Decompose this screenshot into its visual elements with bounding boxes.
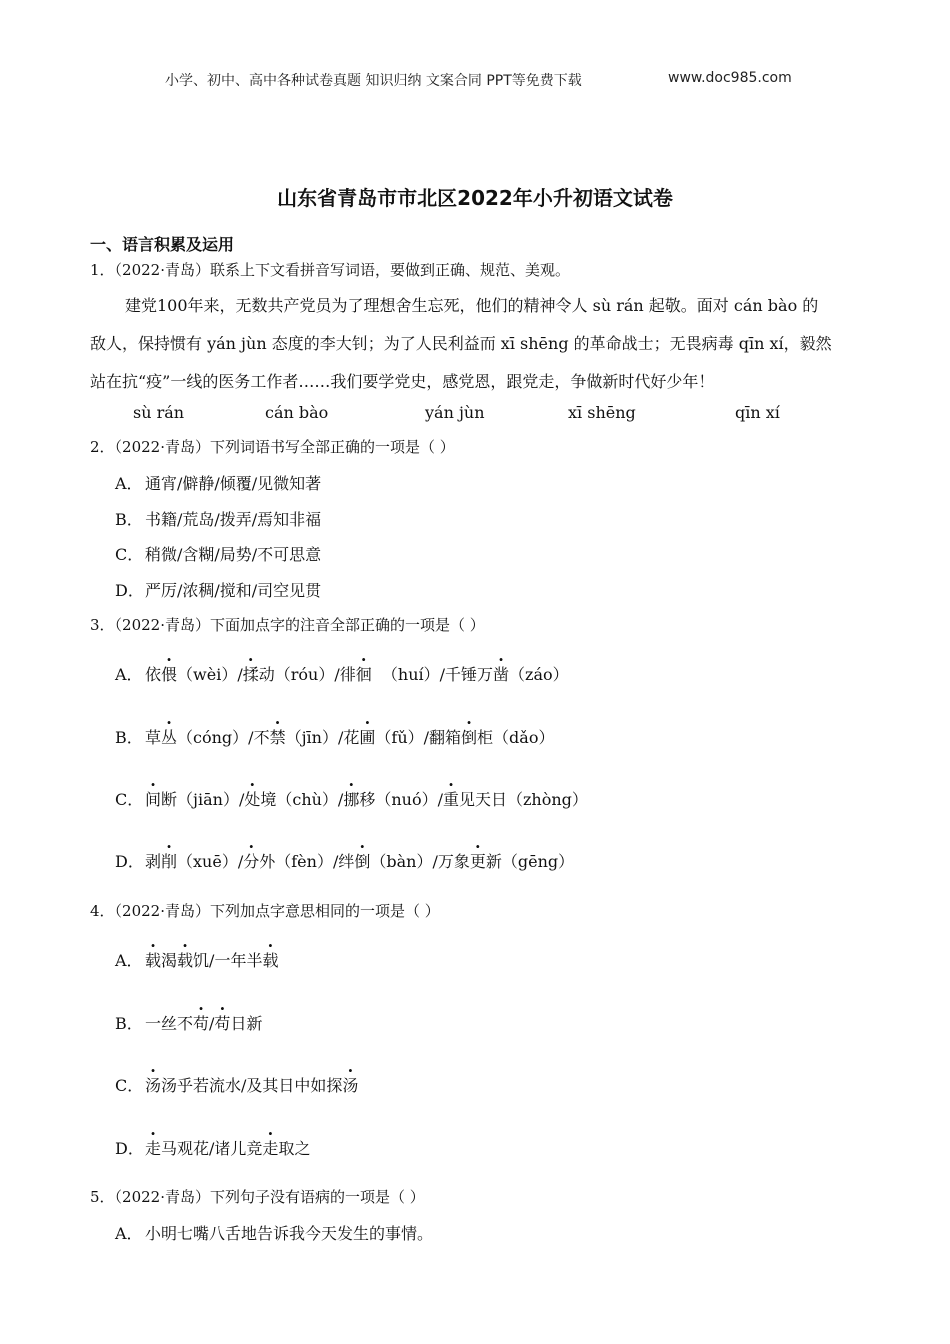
seg: 外（fèn）/绊 <box>259 852 355 871</box>
option-label: D． <box>115 581 144 600</box>
header-left-text: 小学、初中、高中各种试卷真题 知识归纳 文案合同 PPT等免费下载 <box>165 73 582 89</box>
pinyin-1: sù rán <box>133 403 185 422</box>
seg: 见天日（zhòng） <box>459 790 588 809</box>
option-label: B． <box>115 510 143 529</box>
seg: 饥/一年半 <box>193 951 263 970</box>
question-4-option-d <box>115 1136 310 1159</box>
seg: （fǔ）/翻箱 <box>375 728 462 747</box>
seg: 汤乎若流水/及其日中如探 <box>161 1076 343 1095</box>
option-text: 书籍/荒岛/拨弄/焉知非福 <box>145 510 322 529</box>
dotted-char: 丛 <box>161 728 178 747</box>
dotted-char: 汤 <box>145 1076 162 1095</box>
page-title: 山东省青岛市市北区2022年小升初语文试卷 <box>277 186 673 210</box>
dotted-char: 揉 <box>242 665 259 684</box>
question-4-option-a <box>115 948 278 971</box>
seg: 断（jiān）/ <box>161 790 245 809</box>
dotted-char: 汤 <box>342 1076 359 1095</box>
pinyin-4: xī shēng <box>568 403 636 422</box>
seg: （záo） <box>509 665 569 684</box>
seg: 新（gēng） <box>485 852 575 871</box>
question-3-stem: 3．（2022·青岛）下面加点字的注音全部正确的一项是（ ） <box>90 616 485 634</box>
dotted-char: 削 <box>161 852 178 871</box>
question-3-option-a <box>115 662 569 685</box>
question-2-stem: 2．（2022·青岛）下列词语书写全部正确的一项是（ ） <box>90 438 455 456</box>
option-label: C． <box>115 790 144 809</box>
dotted-char: 禁 <box>269 728 286 747</box>
seg: 依 <box>145 665 162 684</box>
dotted-char: 倒 <box>354 852 371 871</box>
dotted-char: 间 <box>145 790 162 809</box>
dotted-char: 更 <box>469 852 486 871</box>
seg: （huí）/千锤万 <box>371 665 494 684</box>
option-label: A． <box>115 1224 143 1243</box>
question-1-paragraph-line-3: 站在抗“疫”一线的医务工作者……我们要学党史，感党恩，跟党走，争做新时代好少年！ <box>90 372 715 391</box>
seg: 草 <box>145 728 162 747</box>
seg: 境（chù）/ <box>260 790 344 809</box>
question-1-stem: 1．（2022·青岛）联系上下文看拼音写词语，要做到正确、规范、美观。 <box>90 261 570 279</box>
dotted-char: 载 <box>177 951 194 970</box>
dotted-char: 载 <box>145 951 162 970</box>
option-text: 稍微/含糊/局势/不可思意 <box>145 545 322 564</box>
option-label: C． <box>115 545 144 564</box>
section-heading: 一、语言积累及运用 <box>90 235 235 254</box>
dotted-char: 处 <box>244 790 261 809</box>
dotted-char: 苟 <box>214 1014 231 1033</box>
dotted-char: 走 <box>262 1139 279 1158</box>
question-3-option-d <box>115 849 574 872</box>
question-5-option-a <box>115 1221 433 1244</box>
question-5-stem: 5．（2022·青岛）下列句子没有语病的一项是（ ） <box>90 1188 425 1206</box>
seg: （wèi）/ <box>177 665 243 684</box>
question-4-option-c <box>115 1073 358 1096</box>
seg: 马观花/诸儿竞 <box>161 1139 263 1158</box>
question-1-paragraph-line-2: 敌人，保持惯有 yán jùn 态度的李大钊；为了人民利益而 xī shēng 的革命战士；无畏病毒 qīn xí，毅然 <box>90 334 832 353</box>
dotted-char: 圃 <box>359 728 376 747</box>
question-1-paragraph-line-1: 建党100年来，无数共产党员为了理想舍生忘死，他们的精神令人 sù rán 起敬。面对 cán bào 的 <box>125 296 819 315</box>
seg: 取之 <box>278 1139 311 1158</box>
option-label: C． <box>115 1076 144 1095</box>
dotted-char: 凿 <box>493 665 510 684</box>
option-text: 严厉/浓稠/搅和/司空见贯 <box>145 581 322 600</box>
option-label: B． <box>115 1014 143 1033</box>
option-text: 小明七嘴八舌地告诉我今天发生的事情。 <box>145 1224 434 1243</box>
seg: （jīn）/花 <box>285 728 360 747</box>
question-2-option-a <box>115 471 321 494</box>
seg: （cóng）/不 <box>177 728 270 747</box>
option-text: 通宵/僻静/倾覆/见微知著 <box>145 474 322 493</box>
question-4-option-b <box>115 1011 262 1034</box>
option-label: A． <box>115 665 143 684</box>
pinyin-2: cán bào <box>265 403 329 422</box>
option-label: A． <box>115 474 143 493</box>
seg: 柜（dǎo） <box>477 728 555 747</box>
question-2-option-b <box>115 507 321 530</box>
seg: 剥 <box>145 852 162 871</box>
seg: （xuē）/ <box>177 852 244 871</box>
pinyin-3: yán jùn <box>425 403 485 422</box>
seg: （bàn）/万象 <box>370 852 470 871</box>
dotted-char: 挪 <box>343 790 360 809</box>
dotted-char: 徊 <box>355 665 372 684</box>
seg: 移（nuó）/ <box>359 790 443 809</box>
option-label: D． <box>115 1139 144 1158</box>
seg: 动（róu）/徘 <box>258 665 356 684</box>
seg: / <box>209 1014 215 1033</box>
question-4-stem: 4．（2022·青岛）下列加点字意思相同的一项是（ ） <box>90 902 440 920</box>
dotted-char: 走 <box>145 1139 162 1158</box>
question-2-option-d <box>115 578 321 601</box>
option-label: A． <box>115 951 143 970</box>
header-url: www.doc985.com <box>668 70 792 86</box>
question-3-option-b <box>115 725 554 748</box>
dotted-char: 偎 <box>161 665 178 684</box>
pinyin-5: qīn xí <box>735 403 780 422</box>
dotted-char: 倒 <box>461 728 478 747</box>
option-label: B． <box>115 728 143 747</box>
question-3-option-c <box>115 787 588 810</box>
seg: 日新 <box>230 1014 263 1033</box>
dotted-char: 分 <box>243 852 260 871</box>
question-2-option-c <box>115 542 321 565</box>
seg: 渴 <box>161 951 178 970</box>
dotted-char: 载 <box>262 951 279 970</box>
dotted-char: 苟 <box>193 1014 210 1033</box>
dotted-char: 重 <box>442 790 459 809</box>
seg: 一丝不 <box>145 1014 194 1033</box>
option-label: D． <box>115 852 144 871</box>
